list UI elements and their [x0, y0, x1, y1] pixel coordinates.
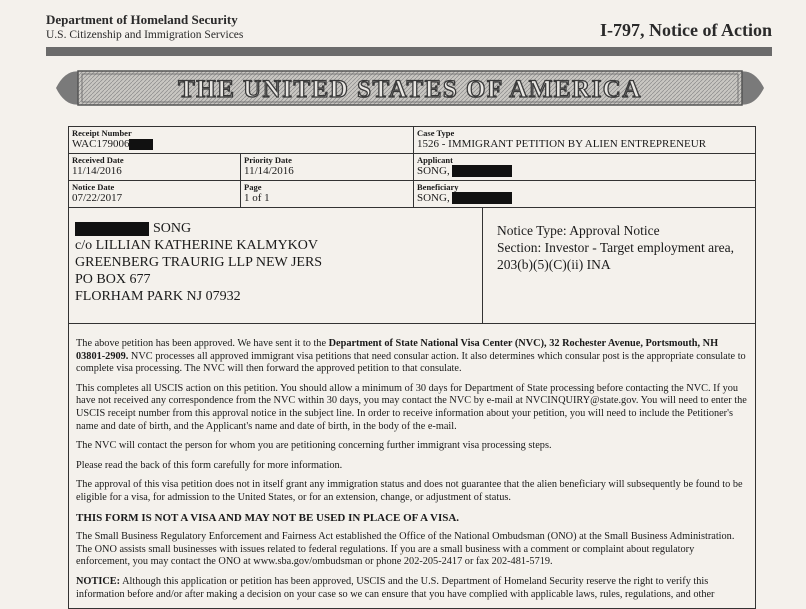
paragraph-3: The NVC will contact the person for whom you are petitioning concerning further immigrant visa processing steps. [76, 440, 552, 452]
paragraph-4: Please read the back of this form carefully for more information. [76, 459, 343, 471]
notice-section-line-2: 203(b)(5)(C)(ii) INA [497, 257, 611, 272]
page-value: 1 of 1 [244, 192, 270, 204]
paragraph-1-text-end: NVC processes all approved immigrant visa petitions that need consular action. It also determines which consular post is the appropriate consulate to complete visa processing. The NVC will then forward the approved petition to that consulate. [76, 350, 746, 375]
paragraph-8 [76, 576, 747, 601]
address-line-2: c/o LILLIAN KATHERINE KALMYKOV [75, 238, 319, 253]
notice-type-block [483, 208, 755, 323]
case-type-label: Case Type [417, 128, 455, 138]
notice-label: NOTICE: [76, 575, 121, 587]
priority-date-label: Priority Date [244, 155, 292, 165]
page-label: Page [244, 182, 262, 192]
receipt-number-value: WAC179006 [72, 138, 130, 150]
not-a-visa-warning: THIS FORM IS NOT A VISA AND MAY NOT BE USED IN PLACE OF A VISA. [76, 511, 460, 524]
notice-date-label: Notice Date [72, 182, 115, 192]
paragraph-7: The Small Business Regulatory Enforcement and Fairness Act established the Office of the National Ombudsman (ONO) at the Small Business Administration. The ONO assists small businesses with issues related to federal regulations. If you are a small business with a comment or complaint about regulatory enforcement, you may contact the ONO at www.sba.gov/ombudsman or phone 202-205-2417 or fax 202-481-5719. [76, 531, 735, 568]
redaction [129, 139, 153, 150]
nvc-address: Department of State National Visa Center (NVC), 32 Rochester Avenue, Portsmouth, NH 03801-2909. [76, 338, 719, 362]
address-line-4: PO BOX 677 [75, 272, 151, 287]
address-line-3: GREENBERG TRAURIG LLP NEW JERS [75, 255, 323, 270]
received-date-cell [69, 154, 241, 180]
notice-body [69, 324, 755, 601]
paragraph-1 [76, 338, 747, 376]
notice-section-line-1: Section: Investor - Target employment area, [497, 240, 734, 255]
priority-date-value: 11/14/2016 [244, 165, 294, 177]
mailing-address [69, 208, 483, 323]
agency-name: U.S. Citizenship and Immigration Services [46, 29, 244, 41]
beneficiary-value: SONG, [417, 192, 450, 204]
paragraph-5: The approval of this visa petition does not in itself grant any immigration status and does not guarantee that the alien beneficiary will subsequently be found to be eligible for a visa, for admission to the United States, or for an extension, change, or adjustment of status. [76, 479, 743, 503]
case-type-cell [414, 127, 755, 153]
header-rule [46, 47, 772, 56]
redaction [452, 165, 512, 177]
receipt-number-label: Receipt Number [72, 128, 132, 138]
received-date-value: 11/14/2016 [72, 165, 122, 177]
beneficiary-cell [414, 181, 755, 207]
receipt-number-cell [69, 127, 414, 153]
applicant-value: SONG, [417, 165, 450, 177]
usa-banner [52, 62, 768, 114]
page-cell [241, 181, 414, 207]
address-line-5: FLORHAM PARK NJ 07932 [75, 289, 241, 304]
notice-date-cell [69, 181, 241, 207]
redaction [452, 192, 512, 204]
agency-header [46, 12, 243, 41]
beneficiary-label: Beneficiary [417, 182, 459, 192]
department-name: Department of Homeland Security [46, 12, 238, 27]
address-line-1: SONG [153, 221, 192, 236]
redaction [75, 222, 149, 236]
received-date-label: Received Date [72, 155, 124, 165]
paragraph-1-text: The above petition has been approved. We have sent it to the [76, 338, 329, 349]
priority-date-cell [241, 154, 414, 180]
notice-form [68, 126, 756, 609]
applicant-cell [414, 154, 755, 180]
paragraph-8-text: Although this application or petition has been approved, USCIS and the U.S. Department of Homeland Security reserve the right to verify this information before and/or after making a decision on your case so we can ensure that you have complied with applicable laws, rules, regulations, and other [76, 575, 715, 600]
case-type-value: 1526 - IMMIGRANT PETITION BY ALIEN ENTREPRENEUR [417, 138, 707, 150]
banner-text: THE UNITED STATES OF AMERICA [178, 76, 642, 103]
applicant-label: Applicant [417, 155, 453, 165]
notice-type: Notice Type: Approval Notice [497, 223, 660, 238]
notice-date-value: 07/22/2017 [72, 192, 123, 204]
form-title: I-797, Notice of Action [600, 20, 772, 40]
paragraph-2: This completes all USCIS action on this petition. You should allow a minimum of 30 days for Department of State processing before contacting the NVC. If you have not received any correspondence from the NVC within 30 days, you may contact the NVC by e-mail at NVCINQUIRY@state.gov. You will need to enter the USCIS receipt number from this approval notice in the subject line. In order to receive information about your petition, you will need to include the Petitioner's name and date of birth, and the Applicant's name and date of birth, in the body of the e-mail. [76, 382, 747, 432]
